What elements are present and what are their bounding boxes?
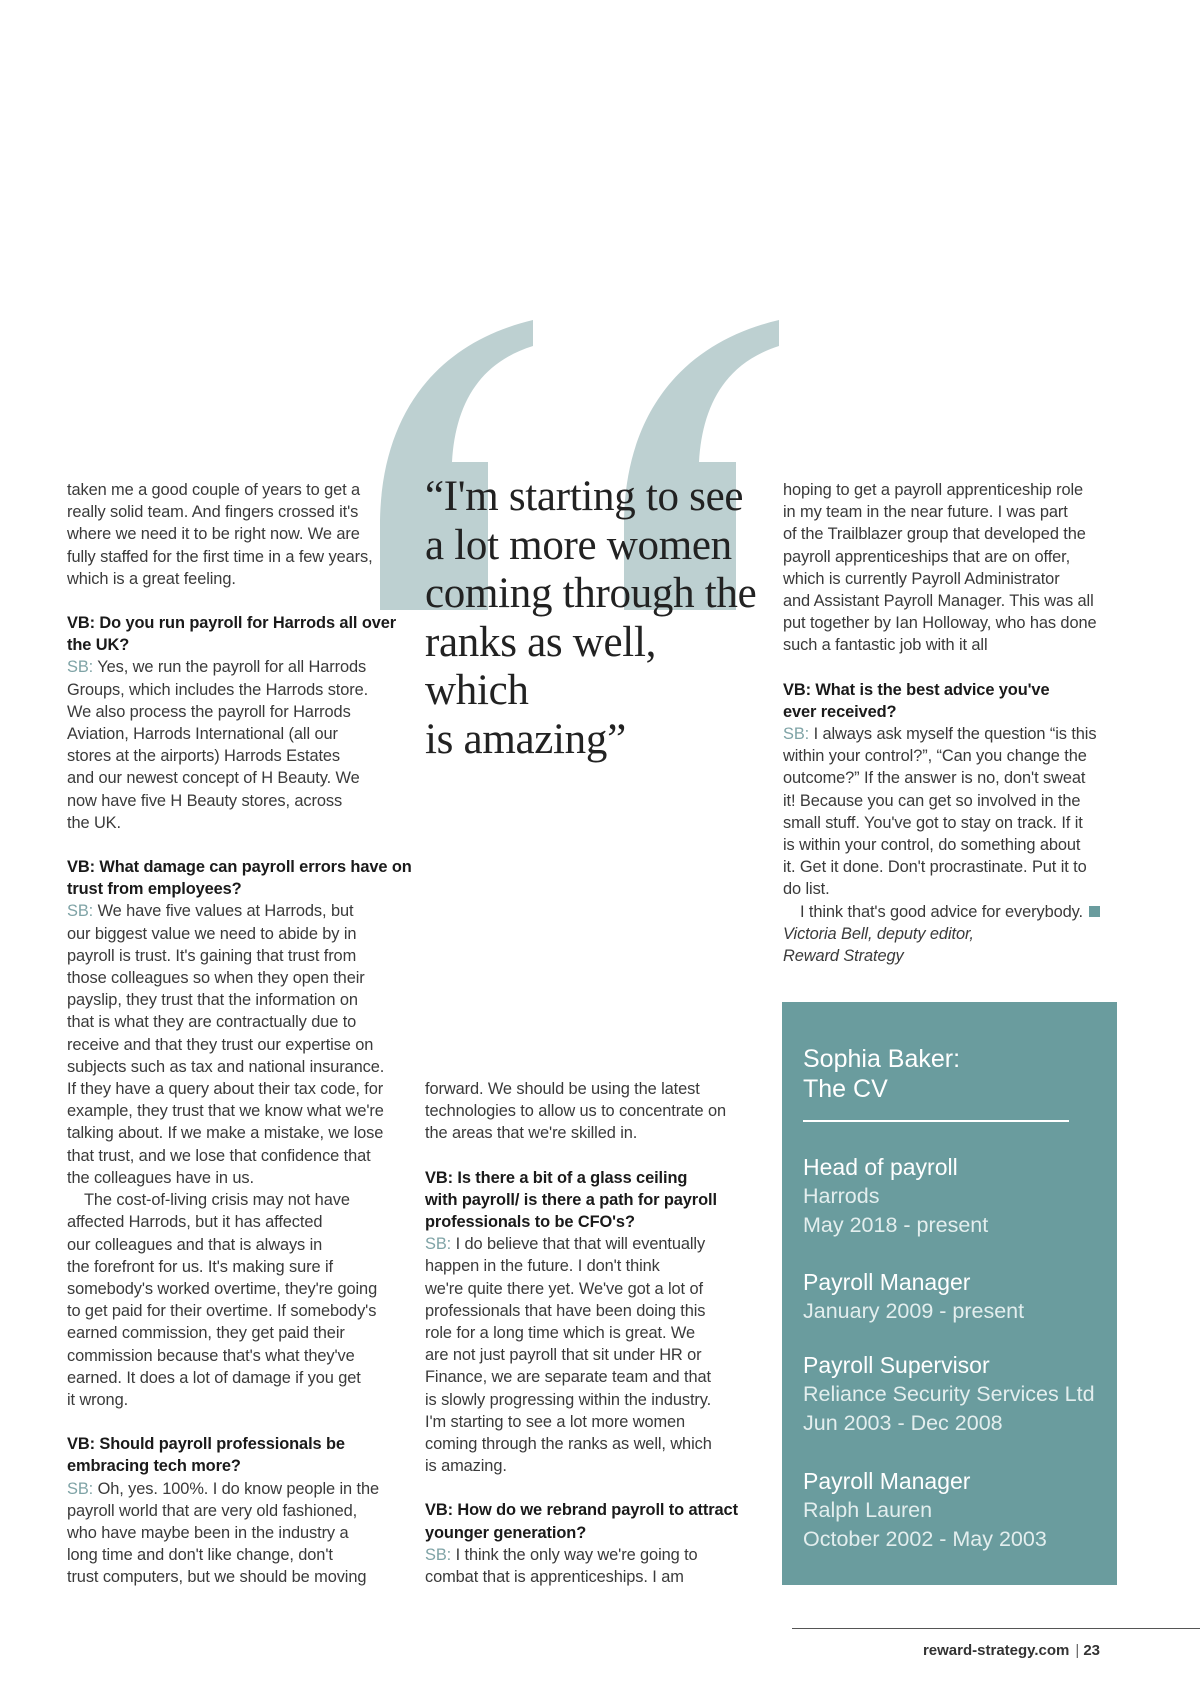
text-line: I'm starting to see a lot more women xyxy=(425,1412,686,1431)
cv-entry xyxy=(803,1153,988,1240)
text-line: role for a long time which is great. We xyxy=(425,1324,696,1343)
cv-dates: Jun 2003 - Dec 2008 xyxy=(803,1411,1003,1435)
text-line: We have five values at Harrods, but xyxy=(93,902,354,921)
question-line: VB: Do you run payroll for Harrods all over xyxy=(67,614,397,633)
speaker-label: SB: xyxy=(67,658,94,677)
speaker-label: SB: xyxy=(67,1479,94,1498)
question-line: VB: What is the best advice you've xyxy=(783,680,1050,699)
text-line: now have five H Beauty stores, across xyxy=(67,791,343,810)
text-line: hoping to get a payroll apprenticeship role xyxy=(783,481,1084,499)
text-line: I do believe that that will eventually xyxy=(451,1235,706,1254)
text-line: coming through the ranks as well, which xyxy=(425,1435,712,1454)
intro-paragraph xyxy=(783,479,1123,657)
text-line: that trust, and we lose that confidence that xyxy=(67,1146,371,1165)
question-line: the UK? xyxy=(67,636,130,655)
intro-paragraph xyxy=(67,479,419,590)
text-line: happen in the future. I don't think xyxy=(425,1257,660,1276)
speaker-label: SB: xyxy=(783,725,810,744)
author-signature: Victoria Bell, deputy editor, xyxy=(783,924,974,943)
question-line: VB: How do we rebrand payroll to attract xyxy=(425,1501,738,1520)
text-line: in my team in the near future. I was part xyxy=(783,503,1068,522)
text-line: small stuff. You've got to stay on track. If it xyxy=(783,813,1083,832)
cv-entry xyxy=(803,1351,1095,1438)
question-line: trust from employees? xyxy=(67,880,242,899)
text-line: do list. xyxy=(783,880,830,899)
interview-question xyxy=(425,1167,755,1234)
text-line: it. Get it done. Don't procrastinate. Put it to xyxy=(783,858,1087,877)
text-line: payroll apprenticeships that are on offer, xyxy=(783,547,1071,566)
text-line: those colleagues so when they open their xyxy=(67,969,365,988)
interview-question xyxy=(67,856,419,900)
footer-divider xyxy=(792,1628,1200,1629)
text-line: technologies to allow us to concentrate on xyxy=(425,1102,727,1121)
pull-quote xyxy=(425,473,770,764)
cv-dates: May 2018 - present xyxy=(803,1213,989,1237)
interview-answer xyxy=(67,1478,419,1589)
footer-separator: | xyxy=(1075,1642,1080,1659)
text-line: we're quite there yet. We've got a lot of xyxy=(425,1279,703,1298)
cv-sidebar-box xyxy=(782,1002,1117,1585)
pull-quote-line: a lot more women xyxy=(425,521,732,569)
interview-answer xyxy=(67,900,419,1411)
text-line: of the Trailblazer group that developed the xyxy=(783,525,1086,544)
text-line: outcome?” If the answer is no, don't sweat xyxy=(783,769,1086,788)
text-line: Yes, we run the payroll for all Harrods xyxy=(93,658,367,677)
text-line: example, they trust that we know what we're xyxy=(67,1102,384,1121)
end-mark-icon xyxy=(1089,906,1100,917)
text-line: that is what they are contractually due to xyxy=(67,1013,357,1032)
text-line: to get paid for their overtime. If somebody's xyxy=(67,1302,377,1321)
text-line: taken me a good couple of years to get a xyxy=(67,481,361,499)
cv-title-line: The CV xyxy=(803,1075,888,1103)
cv-divider xyxy=(803,1120,1069,1122)
cv-role: Payroll Supervisor xyxy=(803,1352,990,1378)
text-line: stores at the airports) Harrods Estates xyxy=(67,747,341,766)
interview-answer xyxy=(783,723,1123,967)
text-line: earned commission, they get paid their xyxy=(67,1324,345,1343)
text-line: Groups, which includes the Harrods store. xyxy=(67,680,369,699)
text-line: If they have a query about their tax code, for xyxy=(67,1080,384,1099)
text-line: our colleagues and that is always in xyxy=(67,1235,323,1254)
text-line: who have maybe been in the industry a xyxy=(67,1523,349,1542)
text-line: I think the only way we're going to xyxy=(451,1545,698,1564)
article-column-2 xyxy=(425,1078,755,1588)
text-line: is slowly progressing within the industry. xyxy=(425,1390,712,1409)
interview-question xyxy=(67,612,419,656)
question-line: embracing tech more? xyxy=(67,1457,241,1476)
question-line: VB: Should payroll professionals be xyxy=(67,1435,345,1454)
question-line: VB: Is there a bit of a glass ceiling xyxy=(425,1168,688,1187)
closing-line: I think that's good advice for everybody. xyxy=(800,902,1083,921)
text-line: receive and that they trust our expertise on xyxy=(67,1035,374,1054)
text-line: put together by Ian Holloway, who has done xyxy=(783,614,1097,633)
pull-quote-line: coming through the xyxy=(425,570,757,617)
article-column-1 xyxy=(67,479,419,1589)
text-line: trust computers, but we should be moving xyxy=(67,1568,367,1587)
interview-question xyxy=(425,1499,755,1543)
text-line: and Assistant Payroll Manager. This was all xyxy=(783,592,1094,611)
text-line: I always ask myself the question “is this xyxy=(809,725,1097,744)
interview-question xyxy=(67,1433,419,1477)
interview-answer xyxy=(67,656,419,834)
question-line: ever received? xyxy=(783,702,897,721)
cv-entry xyxy=(803,1467,1047,1554)
text-line: and our newest concept of H Beauty. We xyxy=(67,769,360,788)
cv-employer: Harrods xyxy=(803,1184,880,1208)
page-number: 23 xyxy=(1083,1642,1100,1659)
cv-employer: Ralph Lauren xyxy=(803,1498,933,1522)
intro-paragraph xyxy=(425,1078,755,1145)
text-line: affected Harrods, but it has affected xyxy=(67,1213,323,1232)
text-line: the colleagues have in us. xyxy=(67,1168,254,1187)
question-line: with payroll/ is there a path for payroll xyxy=(425,1190,717,1209)
text-line: combat that is apprenticeships. I am xyxy=(425,1568,684,1587)
text-line: professionals that have been doing this xyxy=(425,1301,706,1320)
publication-name: Reward Strategy xyxy=(783,947,904,966)
text-line: the forefront for us. It's making sure if xyxy=(67,1257,333,1276)
cv-dates: January 2009 - present xyxy=(803,1299,1025,1323)
text-line: subjects such as tax and national insurance. xyxy=(67,1057,385,1076)
question-line: professionals to be CFO's? xyxy=(425,1213,635,1232)
question-line: VB: What damage can payroll errors have on xyxy=(67,858,412,877)
text-line: are not just payroll that sit under HR or xyxy=(425,1346,702,1365)
speaker-label: SB: xyxy=(425,1235,452,1254)
page-footer xyxy=(923,1642,1100,1659)
cv-entry xyxy=(803,1268,1024,1326)
cv-role: Payroll Manager xyxy=(803,1269,971,1295)
cv-role: Head of payroll xyxy=(803,1154,958,1180)
text-line: such a fantastic job with it all xyxy=(783,636,988,655)
text-line: the UK. xyxy=(67,813,121,832)
cv-dates: October 2002 - May 2003 xyxy=(803,1527,1047,1551)
text-line: forward. We should be using the latest xyxy=(425,1080,700,1098)
text-line: payslip, they trust that the information on xyxy=(67,991,358,1010)
cv-title xyxy=(803,1044,960,1104)
text-line: is within your control, do something about xyxy=(783,836,1081,855)
text-line: payroll world that are very old fashioned, xyxy=(67,1501,358,1520)
text-line: talking about. If we make a mistake, we lose xyxy=(67,1124,384,1143)
text-line: which is currently Payroll Administrator xyxy=(783,569,1060,588)
article-column-3 xyxy=(783,479,1123,967)
text-line: fully staffed for the first time in a few years, xyxy=(67,547,373,566)
text-line: is amazing. xyxy=(425,1457,507,1476)
interview-answer xyxy=(425,1233,755,1477)
cv-role: Payroll Manager xyxy=(803,1468,971,1494)
speaker-label: SB: xyxy=(425,1545,452,1564)
text-line: really solid team. And fingers crossed it's xyxy=(67,503,359,522)
text-line: which is a great feeling. xyxy=(67,569,236,588)
text-line: payroll is trust. It's gaining that trust from xyxy=(67,946,357,965)
text-line: Finance, we are separate team and that xyxy=(425,1368,711,1387)
text-line: within your control?”, “Can you change the xyxy=(783,747,1087,766)
text-line: our biggest value we need to abide by in xyxy=(67,924,357,943)
text-line: Aviation, Harrods International (all our xyxy=(67,725,338,744)
text-line: it wrong. xyxy=(67,1390,129,1409)
question-line: younger generation? xyxy=(425,1523,587,1542)
footer-website: reward-strategy.com xyxy=(922,1642,1070,1659)
text-line: commission because that's what they've xyxy=(67,1346,355,1365)
text-line: We also process the payroll for Harrods xyxy=(67,702,351,721)
pull-quote-line: is amazing” xyxy=(425,715,626,763)
pull-quote-line: “I'm starting to see xyxy=(425,473,744,520)
speaker-label: SB: xyxy=(67,902,94,921)
cv-employer: Reliance Security Services Ltd xyxy=(803,1382,1095,1406)
text-line: Oh, yes. 100%. I do know people in the xyxy=(93,1479,379,1498)
text-line: earned. It does a lot of damage if you get xyxy=(67,1368,361,1387)
text-line: long time and don't like change, don't xyxy=(67,1546,333,1565)
text-line: somebody's worked overtime, they're going xyxy=(67,1279,378,1298)
text-line: where we need it to be right now. We are xyxy=(67,525,360,544)
interview-answer xyxy=(425,1544,755,1588)
text-line: The cost-of-living crisis may not have xyxy=(84,1191,350,1210)
text-line: the areas that we're skilled in. xyxy=(425,1124,638,1143)
interview-question xyxy=(783,679,1123,723)
cv-title-line: Sophia Baker: xyxy=(803,1045,961,1073)
text-line: it! Because you can get so involved in the xyxy=(783,791,1081,810)
pull-quote-line: ranks as well, which xyxy=(425,618,657,714)
